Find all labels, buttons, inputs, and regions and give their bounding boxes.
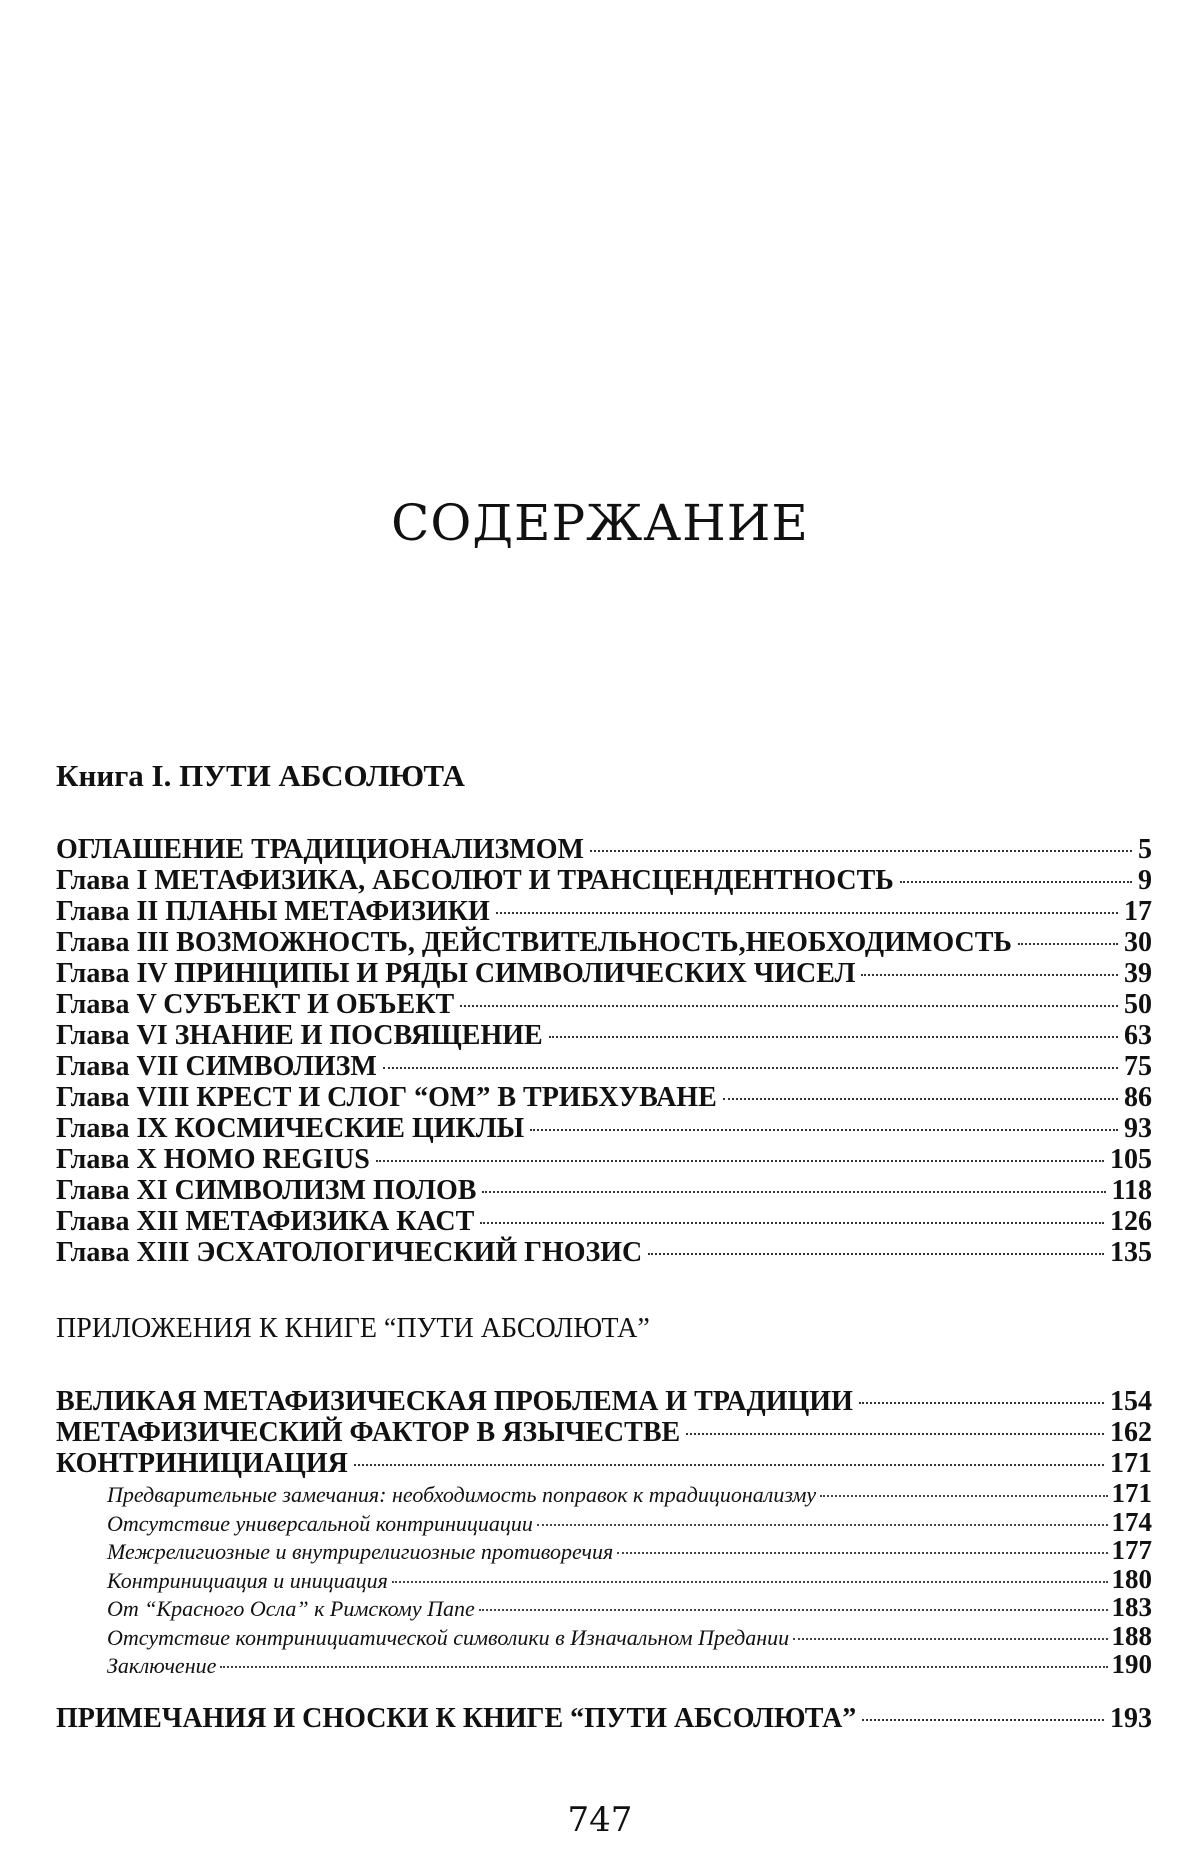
toc-entry (56, 1020, 1152, 1051)
entry-page: 126 (1110, 1206, 1152, 1237)
dot-leader (482, 1191, 1105, 1193)
toc-entry (56, 989, 1152, 1020)
entry-page: 5 (1138, 834, 1152, 865)
subentry-page: 171 (1111, 1478, 1152, 1508)
dot-leader (723, 1098, 1118, 1100)
subentry-label: Заключение (107, 1653, 217, 1678)
page-number: 747 (567, 1800, 633, 1840)
entry-label: Глава XIII ЭСХАТОЛОГИЧЕСКИЙ ГНОЗИС (56, 1237, 643, 1268)
dot-leader (460, 1005, 1118, 1007)
toc-entry (56, 1448, 1152, 1479)
dot-leader (537, 1524, 1108, 1526)
page-title: СОДЕРЖАНИЕ (391, 494, 809, 552)
toc-entry (56, 1113, 1152, 1144)
dot-leader (376, 1160, 1104, 1162)
dot-leader (354, 1464, 1104, 1466)
entry-page: 39 (1124, 958, 1152, 989)
subentry-label: Отсутствие контринициатической символики в Изначальном Предании (107, 1624, 790, 1650)
entry-label: Глава I МЕТАФИЗИКА, АБСОЛЮТ И ТРАНСЦЕНДЕНТНОСТЬ (56, 865, 894, 896)
dot-leader (648, 1253, 1104, 1255)
entry-label: МЕТАФИЗИЧЕСКИЙ ФАКТОР В ЯЗЫЧЕСТВЕ (56, 1417, 681, 1448)
toc-subentry (56, 1507, 1152, 1536)
entry-label: Глава III ВОЗМОЖНОСТЬ, ДЕЙСТВИТЕЛЬНОСТЬ,НЕОБХОДИМОСТЬ (56, 927, 1012, 958)
entry-page: 154 (1110, 1386, 1152, 1417)
entry-page: 93 (1124, 1113, 1152, 1144)
toc-entry (56, 1082, 1152, 1113)
dot-leader (862, 1719, 1104, 1721)
entry-page: 86 (1124, 1082, 1152, 1113)
toc-subentry (56, 1592, 1152, 1621)
subentry-label: Предварительные замечания: необходимость поправок к традиционализму (107, 1482, 817, 1507)
subentry-page: 190 (1111, 1649, 1152, 1679)
entry-label: Глава X HOMO REGIUS (56, 1144, 370, 1175)
subentry-label: Отсутствие универсальной контринициации (107, 1510, 533, 1536)
toc-entry (56, 896, 1152, 927)
toc-entry (56, 1175, 1152, 1206)
entry-page: 50 (1124, 989, 1152, 1020)
entry-label: Глава VIII КРЕСТ И СЛОГ “ОМ” В ТРИБХУВАНЕ (56, 1082, 717, 1113)
toc-entry (56, 1386, 1152, 1417)
entry-label: Глава VI ЗНАНИЕ И ПОСВЯЩЕНИЕ (56, 1020, 543, 1051)
toc-entry (56, 865, 1152, 896)
entry-label: Глава XII МЕТАФИЗИКА КАСТ (56, 1206, 475, 1237)
dot-leader (859, 1402, 1104, 1404)
dot-leader (220, 1666, 1107, 1668)
entry-label: ПРИМЕЧАНИЯ И СНОСКИ К КНИГЕ “ПУТИ АБСОЛЮТА” (56, 1703, 857, 1734)
entry-label: Глава V СУБЪЕКТ И ОБЪЕКТ (56, 989, 455, 1020)
dot-leader (617, 1552, 1107, 1554)
subentry-page: 188 (1111, 1620, 1152, 1651)
subentry-page: 180 (1111, 1563, 1152, 1594)
entry-label: Глава XI СИМВОЛИЗМ ПОЛОВ (56, 1175, 477, 1206)
appendix-heading: ПРИЛОЖЕНИЯ К КНИГЕ “ПУТИ АБСОЛЮТА” (56, 1313, 650, 1344)
dot-leader (900, 881, 1132, 883)
subentry-label: Контринициация и инициация (107, 1567, 388, 1593)
toc-entry (56, 1237, 1152, 1268)
toc-entry (56, 1206, 1152, 1237)
subentry-label: Межрелигиозные и внутрирелигиозные противоречия (107, 1539, 614, 1564)
entry-page: 17 (1124, 896, 1152, 927)
dot-leader (686, 1433, 1104, 1435)
entry-label: Глава IX КОСМИЧЕСКИЕ ЦИКЛЫ (56, 1113, 525, 1144)
toc-entry (56, 927, 1152, 958)
entry-label: Глава IV ПРИНЦИПЫ И РЯДЫ СИМВОЛИЧЕСКИХ ЧИСЕЛ (56, 958, 856, 989)
subentry-page: 174 (1111, 1506, 1152, 1537)
dot-leader (861, 974, 1118, 976)
dot-leader (496, 912, 1118, 914)
dot-leader (590, 850, 1132, 852)
dot-leader (480, 1222, 1104, 1224)
subentry-label: От “Красного Осла” к Римскому Папе (107, 1596, 475, 1621)
entry-label: ВЕЛИКАЯ МЕТАФИЗИЧЕСКАЯ ПРОБЛЕМА И ТРАДИЦИИ (56, 1386, 853, 1417)
entry-page: 171 (1110, 1448, 1152, 1479)
toc-entry (56, 958, 1152, 989)
entry-page: 9 (1138, 865, 1152, 896)
entry-label: Глава II ПЛАНЫ МЕТАФИЗИКИ (56, 896, 490, 927)
entry-label: ОГЛАШЕНИЕ ТРАДИЦИОНАЛИЗМОМ (56, 834, 584, 865)
entry-page: 30 (1124, 927, 1152, 958)
dot-leader (820, 1495, 1107, 1497)
chapter-list (56, 834, 1152, 1268)
subsection-list (56, 1478, 1152, 1678)
entry-label: Глава VII СИМВОЛИЗМ (56, 1051, 377, 1082)
toc-subentry (56, 1564, 1152, 1593)
entry-page: 193 (1110, 1703, 1152, 1734)
dot-leader (383, 1067, 1118, 1069)
dot-leader (1018, 943, 1118, 945)
dot-leader (479, 1609, 1108, 1611)
dot-leader (392, 1581, 1108, 1583)
toc-entry (56, 1417, 1152, 1448)
toc-entry (56, 834, 1152, 865)
subentry-page: 183 (1111, 1592, 1152, 1622)
toc-subentry (56, 1535, 1152, 1564)
entry-page: 75 (1124, 1051, 1152, 1082)
toc-entry (56, 1703, 1152, 1734)
toc-subentry (56, 1478, 1152, 1507)
toc-entry (56, 1051, 1152, 1082)
appendix-list (56, 1386, 1152, 1479)
dot-leader (530, 1129, 1118, 1131)
subentry-page: 177 (1111, 1535, 1152, 1565)
entry-page: 118 (1111, 1175, 1152, 1206)
entry-page: 63 (1124, 1020, 1152, 1051)
book-heading: Книга I. ПУТИ АБСОЛЮТА (56, 758, 465, 793)
toc-subentry (56, 1649, 1152, 1678)
entry-page: 105 (1110, 1144, 1152, 1175)
entry-page: 162 (1110, 1417, 1152, 1448)
notes-section (56, 1703, 1152, 1734)
entry-label: КОНТРИНИЦИАЦИЯ (56, 1448, 348, 1479)
dot-leader (549, 1036, 1118, 1038)
toc-entry (56, 1144, 1152, 1175)
dot-leader (793, 1638, 1107, 1640)
entry-page: 135 (1110, 1237, 1152, 1268)
toc-subentry (56, 1621, 1152, 1650)
